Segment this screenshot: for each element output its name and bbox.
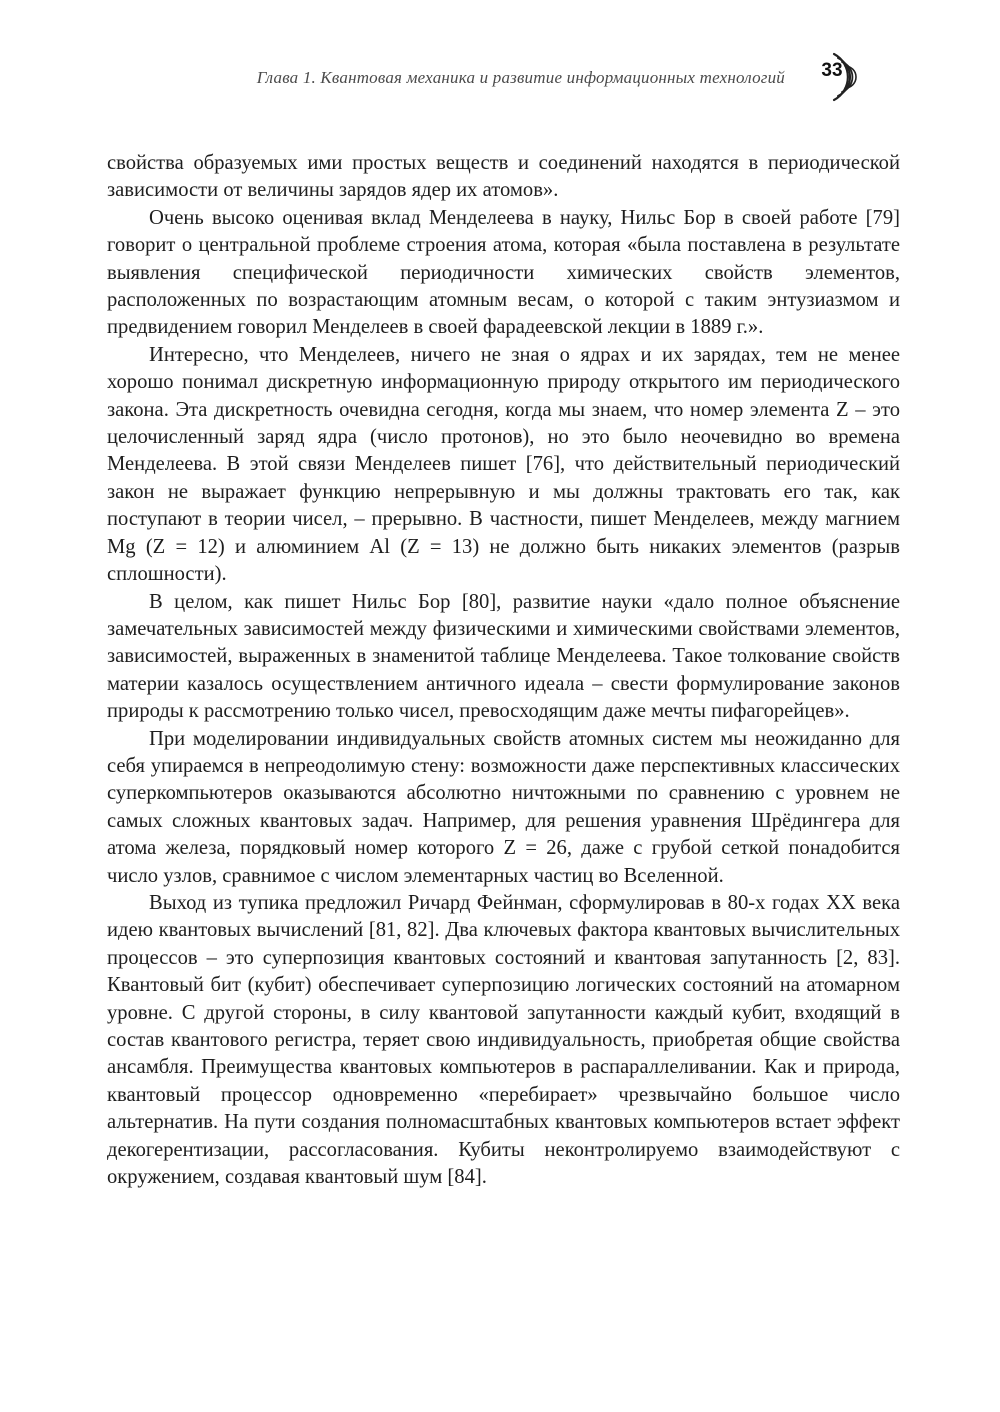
paragraph-4: В целом, как пишет Нильс Бор [80], развитие науки «дало полное объяснение замечательных зависимостей между физическими и химическими свойствами элементов, зависимостей, выраженных в знаменитой таблице Менделеева. Такое толкование свойств материи казалось осуществлением античного идеала – свести формулирование законов природы к рассмотрению только чисел, превосходящим даже мечты пифагорейцев». [107, 590, 900, 723]
paragraph-6: Выход из тупика предложил Ричард Фейнман, сформулировав в 80-х годах XX века идею квантовых вычислений [81, 82]. Два ключевых фактора квантовых вычислительных процессов – это суперпозиция квантовых состояний и квантовая запутанность [2, 83]. Квантовый бит (кубит) обеспечивает суперпозицию логических состояний на атомарном уровне. С другой стороны, в силу квантовой запутанности каждый кубит, входящий в состав квантового регистра, теряет свою индивидуальность, приобретая общие свойства ансамбля. Преимущества квантовых компьютеров в распараллеливании. Как и природа, квантовый процессор одновременно «перебирает» чрезвычайно большое число альтернатив. На пути создания полномасштабных квантовых компьютеров встает эффект декогерентизации, рассогласования. Кубиты неконтролируемо взаимодействуют с окружением, создавая квантовый шум [84]. [107, 891, 900, 1189]
body-text [107, 150, 900, 1191]
page-number: 33 [821, 60, 843, 81]
running-head-title: Глава 1. Квантовая механика и развитие информационных технологий [256, 68, 785, 87]
paragraph-2: Очень высоко оценивая вклад Менделеева в науку, Нильс Бор в своей работе [79] говорит о центральной проблеме строения атома, которая «была поставлена в результате выявления специфической периодичности химических свойств элементов, расположенных по возрастающим атомным весам, о которой с таким энтузиазмом и предвидением говорил Менделеев в своей фарадеевской лекции в 1889 г.». [107, 206, 900, 339]
paragraph-1: свойства образуемых ими простых веществ и соединений находятся в периодической зависимости от величины зарядов ядер их атомов». [107, 152, 900, 202]
paragraph-5: При моделировании индивидуальных свойств атомных систем мы неожиданно для себя упираемся в непреодолимую стену: возможности даже перспективных классических суперкомпьютеров оказываются абсолютно ничтожными по сравнению с уровнем не самых сложных квантовых задач. Например, для решения уравнения Шрёдингера для атома железа, порядковый номер которого Z = 26, даже с грубой сеткой понадобится число узлов, сравнимое с числом элементарных частиц во Вселенной. [107, 727, 900, 887]
paragraph-3: Интересно, что Менделеев, ничего не зная о ядрах и их зарядах, тем не менее хорошо понимал дискретную информационную природу открытого им периодического закона. Эта дискретность очевидна сегодня, когда мы знаем, что номер элемента Z – это целочисленный заряд ядра (число протонов), но это было неочевидно во времена Менделеева. В этой связи Менделеев пишет [76], что действительный периодический закон не выражает функцию непрерывную и мы должны трактовать его так, как поступают в теории чисел, – прерывно. В частности, пишет Менделеев, между магнием Mg (Z = 12) и алюминием Al (Z = 13) не должно быть никаких элементов (разрыв сплошности). [107, 343, 900, 586]
